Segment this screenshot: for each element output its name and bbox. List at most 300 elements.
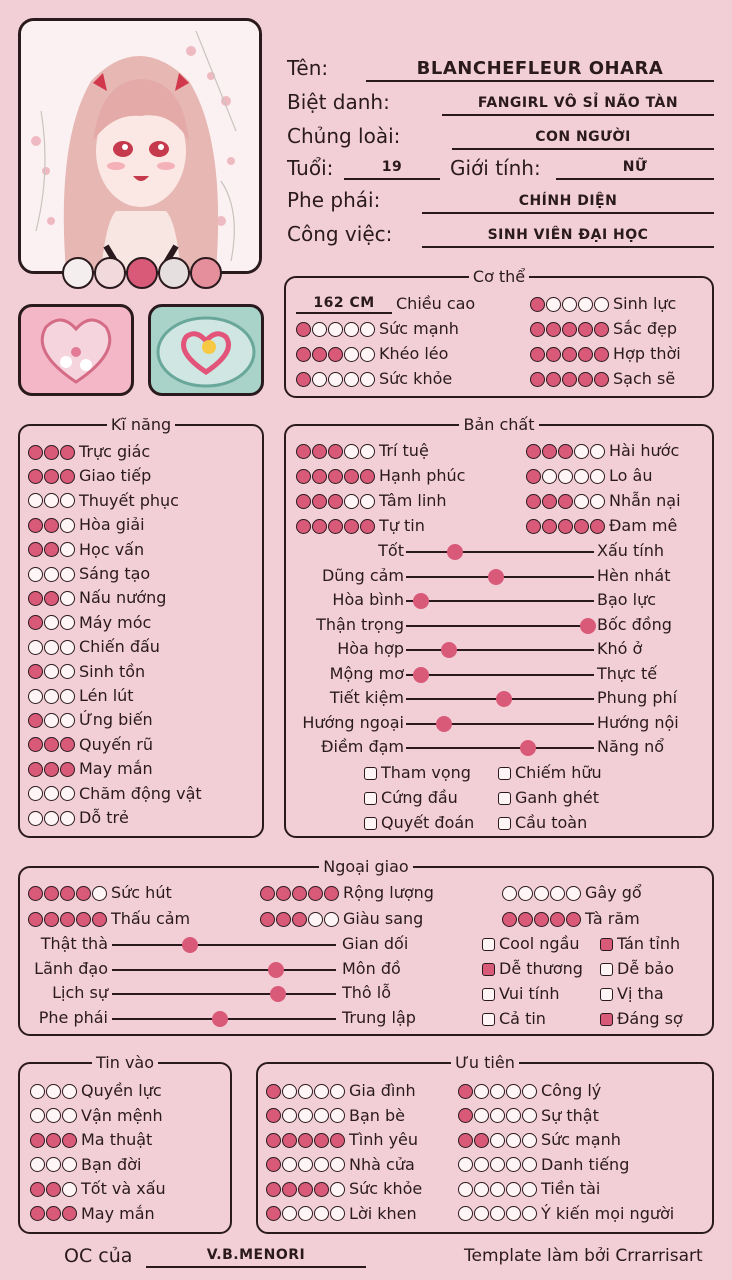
rating-dot: [344, 444, 359, 459]
checkbox-label: Ganh ghét: [515, 788, 599, 807]
skill-item-label: Quyến rũ: [79, 734, 153, 754]
rating-dot: [330, 1157, 345, 1172]
rating-dot: [458, 1182, 473, 1197]
rating-dots: [28, 469, 75, 484]
author-line: [146, 1266, 366, 1268]
profile-name-line: [366, 80, 714, 82]
nature-trait: [296, 440, 429, 462]
social-checkbox[interactable]: [600, 1008, 683, 1030]
priority-item: [266, 1203, 417, 1225]
rating-dot: [360, 372, 375, 387]
priority-item: [458, 1178, 600, 1200]
nature-trait-label: Nhẫn nại: [609, 491, 681, 510]
rating-dot: [60, 713, 75, 728]
rating-dots: [502, 886, 581, 901]
rating-dots: [28, 640, 75, 655]
rating-dot: [490, 1108, 505, 1123]
social-trait-label: Giàu sang: [343, 909, 424, 928]
template-credit: Template làm bởi Crrarrisart: [464, 1246, 703, 1266]
rating-dot: [298, 1108, 313, 1123]
rating-dot: [522, 1084, 537, 1099]
rating-dot: [328, 469, 343, 484]
rating-dots: [28, 567, 75, 582]
rating-dot: [490, 1157, 505, 1172]
priority-item: [458, 1154, 629, 1176]
rating-dots: [458, 1182, 537, 1197]
rating-dot: [542, 444, 557, 459]
rating-dot: [28, 615, 43, 630]
rating-dot: [566, 912, 581, 927]
rating-dot: [522, 1108, 537, 1123]
skill-item: [28, 587, 166, 609]
checkbox-label: Cứng đầu: [381, 788, 458, 807]
rating-dot: [518, 886, 533, 901]
height-value: 162 CM: [313, 295, 375, 311]
priority-item: [266, 1080, 416, 1102]
social-trait-label: Sức hút: [111, 883, 172, 902]
rating-dot: [298, 1182, 313, 1197]
priority-item-label: Sự thật: [541, 1105, 599, 1125]
priority-item-label: Sức khỏe: [349, 1179, 423, 1198]
rating-dot: [30, 1133, 45, 1148]
skill-item-label: Giao tiếp: [79, 466, 152, 486]
nature-checkbox[interactable]: [364, 812, 474, 834]
rating-dot: [292, 912, 307, 927]
rating-dot: [28, 713, 43, 728]
social-checkbox[interactable]: [482, 983, 560, 1005]
nature-trait-label: Hạnh phúc: [379, 466, 466, 485]
nature-trait-label: Tự tin: [379, 516, 425, 535]
rating-dot: [60, 689, 75, 704]
rating-dot: [44, 518, 59, 533]
rating-dots: [266, 1157, 345, 1172]
social-slider-left-label: Thật thà: [40, 934, 108, 953]
checkbox-box[interactable]: [364, 767, 377, 780]
nature-trait-label: Lo âu: [609, 466, 653, 485]
checkbox-box[interactable]: [482, 988, 495, 1001]
rating-dots: [30, 1157, 77, 1172]
rating-dot: [276, 912, 291, 927]
rating-dot: [298, 1206, 313, 1221]
nature-checkbox[interactable]: [498, 762, 602, 784]
rating-dot: [324, 886, 339, 901]
rating-dot: [328, 444, 343, 459]
profile-gender-line: [556, 178, 714, 180]
rating-dots: [458, 1133, 537, 1148]
rating-dot: [312, 372, 327, 387]
checkbox-box[interactable]: [364, 817, 377, 830]
rating-dot: [474, 1133, 489, 1148]
checkbox-box[interactable]: [600, 963, 613, 976]
rating-dot: [28, 689, 43, 704]
social-slider-handle[interactable]: [270, 986, 286, 1002]
nature-trait-label: Tâm linh: [379, 491, 447, 510]
social-slider-handle[interactable]: [268, 962, 284, 978]
nature-slider-left-label: Hướng ngoại: [302, 712, 404, 732]
rating-dot: [44, 664, 59, 679]
nature-trait-label: Hài hước: [609, 441, 680, 460]
nature-slider-handle[interactable]: [413, 667, 429, 683]
rating-dots: [530, 322, 609, 337]
rating-dot: [506, 1157, 521, 1172]
nature-slider-right-label: Thực tế: [597, 663, 658, 683]
nature-slider-handle[interactable]: [436, 716, 452, 732]
rating-dot: [574, 494, 589, 509]
rating-dots: [28, 762, 75, 777]
rating-dot: [458, 1133, 473, 1148]
rating-dot: [530, 347, 545, 362]
nature-slider-track: [406, 747, 594, 749]
skill-item: [28, 734, 153, 756]
nature-slider-handle[interactable]: [413, 593, 429, 609]
rating-dot: [28, 912, 43, 927]
thumbnail-food: [148, 304, 264, 396]
rating-dot: [30, 1182, 45, 1197]
checkbox-label: Quyết đoán: [381, 813, 475, 832]
social-trait-label: Gây gổ: [585, 883, 642, 902]
belief-item: [30, 1154, 141, 1176]
rating-dot: [92, 912, 107, 927]
rating-dots: [296, 444, 375, 459]
rating-dot: [62, 1084, 77, 1099]
social-trait-label: Thấu cảm: [111, 909, 191, 928]
profile-job-line: [422, 246, 714, 248]
checkbox-label: Tham vọng: [381, 763, 471, 782]
belief-title: Tin vào: [92, 1053, 158, 1072]
rating-dot: [28, 493, 43, 508]
rating-dot: [542, 519, 557, 534]
checkbox-box[interactable]: [498, 767, 511, 780]
social-checkbox[interactable]: [600, 933, 680, 955]
rating-dot: [44, 762, 59, 777]
rating-dot: [28, 518, 43, 533]
social-trait: [502, 882, 642, 904]
rating-dot: [330, 1206, 345, 1221]
rating-dot: [28, 567, 43, 582]
rating-dots: [28, 664, 75, 679]
rating-dot: [276, 886, 291, 901]
rating-dot: [458, 1108, 473, 1123]
rating-dot: [490, 1133, 505, 1148]
social-slider-track: [112, 969, 336, 971]
skill-item-label: Sáng tạo: [79, 564, 151, 583]
rating-dot: [62, 1157, 77, 1172]
social-slider-right-label: Môn đồ: [342, 958, 401, 978]
rating-dot: [578, 347, 593, 362]
rating-dot: [534, 886, 549, 901]
body-stat: [296, 318, 459, 340]
rating-dot: [62, 1133, 77, 1148]
skill-item-label: Ứng biến: [79, 710, 153, 730]
rating-dot: [282, 1108, 297, 1123]
rating-dots: [526, 444, 605, 459]
skill-item-label: May mắn: [79, 759, 153, 779]
rating-dot: [590, 469, 605, 484]
priority-item-label: Công lý: [541, 1081, 602, 1100]
rating-dot: [566, 886, 581, 901]
rating-dot: [542, 469, 557, 484]
checkbox-box[interactable]: [482, 1013, 495, 1026]
nature-trait: [526, 515, 677, 537]
rating-dot: [92, 886, 107, 901]
rating-dot: [594, 347, 609, 362]
rating-dot: [314, 1157, 329, 1172]
nature-slider-right-label: Năng nổ: [597, 737, 665, 756]
nature-slider-handle[interactable]: [488, 569, 504, 585]
belief-item: [30, 1203, 155, 1225]
rating-dot: [266, 1084, 281, 1099]
belief-item-label: Vận mệnh: [81, 1105, 163, 1125]
palette-swatch: [159, 258, 189, 288]
rating-dots: [296, 372, 375, 387]
profile-faction-line: [422, 212, 714, 214]
body-title: Cơ thể: [469, 267, 529, 286]
rating-dot: [546, 347, 561, 362]
skill-item: [28, 783, 202, 805]
rating-dot: [590, 519, 605, 534]
rating-dots: [30, 1108, 77, 1123]
nature-checkbox[interactable]: [498, 787, 599, 809]
rating-dot: [360, 444, 375, 459]
profile-job-value: SINH VIÊN ĐẠI HỌC: [487, 227, 649, 243]
rating-dot: [44, 713, 59, 728]
profile-job-label: Công việc:: [287, 222, 393, 246]
rating-dot: [298, 1084, 313, 1099]
rating-dots: [28, 518, 75, 533]
rating-dot: [76, 886, 91, 901]
checkbox-box[interactable]: [498, 792, 511, 805]
rating-dot: [328, 519, 343, 534]
checkbox-box[interactable]: [600, 1013, 613, 1026]
rating-dot: [526, 519, 541, 534]
rating-dot: [62, 1108, 77, 1123]
rating-dot: [526, 469, 541, 484]
rating-dot: [344, 469, 359, 484]
rating-dots: [458, 1206, 537, 1221]
rating-dot: [28, 469, 43, 484]
belief-item-label: Ma thuật: [81, 1130, 153, 1149]
social-slider-left-label: Phe phái: [38, 1007, 108, 1027]
skill-item-label: Chăm động vật: [79, 783, 202, 803]
rating-dots: [30, 1133, 77, 1148]
nature-slider-right-label: Bạo lực: [597, 590, 657, 609]
rating-dots: [296, 519, 375, 534]
profile-nick-value: FANGIRL VÔ SỈ NÃO TÀN: [477, 95, 679, 111]
nature-trait-label: Trí tuệ: [379, 441, 429, 460]
rating-dot: [296, 494, 311, 509]
social-trait-label: Rộng lượng: [343, 883, 434, 902]
nature-checkbox[interactable]: [364, 762, 471, 784]
priority-title: Ưu tiên: [451, 1053, 519, 1072]
rating-dot: [298, 1133, 313, 1148]
rating-dot: [46, 1182, 61, 1197]
social-trait: [260, 908, 423, 930]
rating-dot: [506, 1206, 521, 1221]
checkbox-label: Đáng sợ: [617, 1009, 683, 1028]
skill-item-label: Sinh tồn: [79, 661, 146, 681]
priority-item-label: Danh tiếng: [541, 1154, 630, 1174]
nature-slider-handle[interactable]: [580, 618, 596, 634]
rating-dot: [308, 912, 323, 927]
rating-dot: [562, 372, 577, 387]
checkbox-box[interactable]: [600, 988, 613, 1001]
rating-dot: [60, 640, 75, 655]
rating-dots: [28, 811, 75, 826]
rating-dots: [296, 494, 375, 509]
profile-gender-label: Giới tính:: [450, 156, 541, 180]
rating-dot: [28, 591, 43, 606]
rating-dot: [328, 372, 343, 387]
rating-dot: [574, 469, 589, 484]
character-portrait: [21, 21, 259, 271]
body-stat: [530, 293, 676, 315]
rating-dot: [330, 1182, 345, 1197]
rating-dot: [296, 469, 311, 484]
belief-item: [30, 1178, 166, 1200]
rating-dot: [458, 1157, 473, 1172]
rating-dot: [546, 372, 561, 387]
nature-trait-label: Đam mê: [609, 516, 678, 535]
nature-trait: [526, 465, 652, 487]
body-stat: [530, 318, 677, 340]
rating-dot: [360, 322, 375, 337]
rating-dots: [458, 1108, 537, 1123]
priority-item: [458, 1203, 674, 1225]
nature-checkbox[interactable]: [364, 787, 458, 809]
rating-dot: [28, 664, 43, 679]
rating-dots: [458, 1157, 537, 1172]
rating-dot: [360, 469, 375, 484]
social-checkbox[interactable]: [482, 933, 580, 955]
nature-slider-right-label: Hướng nội: [597, 712, 679, 732]
skill-item: [28, 514, 145, 536]
rating-dot: [314, 1108, 329, 1123]
oc-label: OC của: [64, 1245, 133, 1267]
rating-dot: [506, 1133, 521, 1148]
rating-dot: [522, 1157, 537, 1172]
skill-item-label: Máy móc: [79, 612, 152, 632]
rating-dots: [266, 1084, 345, 1099]
rating-dot: [474, 1084, 489, 1099]
social-checkbox[interactable]: [482, 1008, 546, 1030]
rating-dot: [44, 542, 59, 557]
rating-dot: [344, 494, 359, 509]
checkbox-box[interactable]: [482, 963, 495, 976]
social-checkbox[interactable]: [482, 958, 583, 980]
nature-slider-handle[interactable]: [447, 544, 463, 560]
priority-item-label: Tình yêu: [349, 1130, 419, 1149]
rating-dot: [46, 1084, 61, 1099]
priority-item: [266, 1154, 415, 1176]
nature-trait: [526, 490, 681, 512]
rating-dots: [28, 689, 75, 704]
rating-dot: [312, 469, 327, 484]
social-checkbox[interactable]: [600, 983, 664, 1005]
social-checkbox[interactable]: [600, 958, 674, 980]
rating-dot: [330, 1084, 345, 1099]
rating-dot: [344, 347, 359, 362]
belief-item-label: Tốt và xấu: [81, 1179, 166, 1198]
priority-item: [458, 1080, 601, 1102]
nature-slider-track: [406, 600, 594, 602]
rating-dot: [526, 494, 541, 509]
nature-slider-right-label: Khó ở: [597, 639, 643, 658]
rating-dot: [44, 615, 59, 630]
rating-dot: [360, 494, 375, 509]
nature-slider-handle[interactable]: [496, 691, 512, 707]
nature-checkbox[interactable]: [498, 812, 587, 834]
rating-dots: [28, 615, 75, 630]
rating-dot: [60, 542, 75, 557]
rating-dot: [530, 372, 545, 387]
skill-item-label: Chiến đấu: [79, 637, 160, 657]
profile-name-value: BLANCHEFLEUR OHARA: [416, 58, 664, 79]
rating-dots: [458, 1084, 537, 1099]
rating-dots: [296, 322, 375, 337]
height-label: Chiều cao: [396, 294, 476, 313]
rating-dot: [296, 444, 311, 459]
nature-slider-track: [406, 723, 594, 725]
height-line: [296, 312, 392, 314]
profile-faction-value: CHÍNH DIỆN: [518, 193, 618, 209]
skill-item: [28, 661, 145, 683]
rating-dot: [28, 762, 43, 777]
rating-dot: [474, 1206, 489, 1221]
rating-dot: [594, 297, 609, 312]
rating-dot: [328, 347, 343, 362]
nature-trait: [296, 465, 465, 487]
rating-dot: [506, 1182, 521, 1197]
rating-dot: [574, 519, 589, 534]
rating-dot: [44, 689, 59, 704]
rating-dot: [266, 1108, 281, 1123]
rating-dot: [266, 1133, 281, 1148]
social-trait-label: Tà răm: [585, 909, 640, 928]
checkbox-label: Dễ thương: [499, 959, 583, 978]
rating-dot: [558, 469, 573, 484]
priority-item: [266, 1178, 422, 1200]
priority-item-label: Gia đình: [349, 1081, 416, 1100]
rating-dot: [594, 322, 609, 337]
social-slider-right-label: Thô lỗ: [342, 983, 392, 1002]
priority-item: [266, 1105, 405, 1127]
skill-item: [28, 539, 144, 561]
rating-dot: [344, 372, 359, 387]
checkbox-label: Vui tính: [499, 984, 560, 1003]
checkbox-box[interactable]: [364, 792, 377, 805]
nature-slider-track: [406, 625, 594, 627]
rating-dot: [266, 1206, 281, 1221]
checkbox-box[interactable]: [600, 938, 613, 951]
social-slider-handle[interactable]: [212, 1011, 228, 1027]
priority-item-label: Sức mạnh: [541, 1130, 621, 1149]
rating-dot: [60, 886, 75, 901]
checkbox-box[interactable]: [482, 938, 495, 951]
rating-dots: [530, 297, 609, 312]
rating-dot: [44, 469, 59, 484]
skill-item: [28, 758, 153, 780]
rating-dot: [590, 494, 605, 509]
rating-dot: [550, 886, 565, 901]
rating-dot: [530, 322, 545, 337]
rating-dot: [474, 1108, 489, 1123]
thumbnail-compact: [18, 304, 134, 396]
nature-slider-left-label: Dũng cảm: [321, 565, 404, 585]
checkbox-label: Vị tha: [617, 984, 664, 1003]
rating-dot: [28, 445, 43, 460]
social-slider-left-label: Lãnh đạo: [34, 958, 108, 978]
checkbox-box[interactable]: [498, 817, 511, 830]
